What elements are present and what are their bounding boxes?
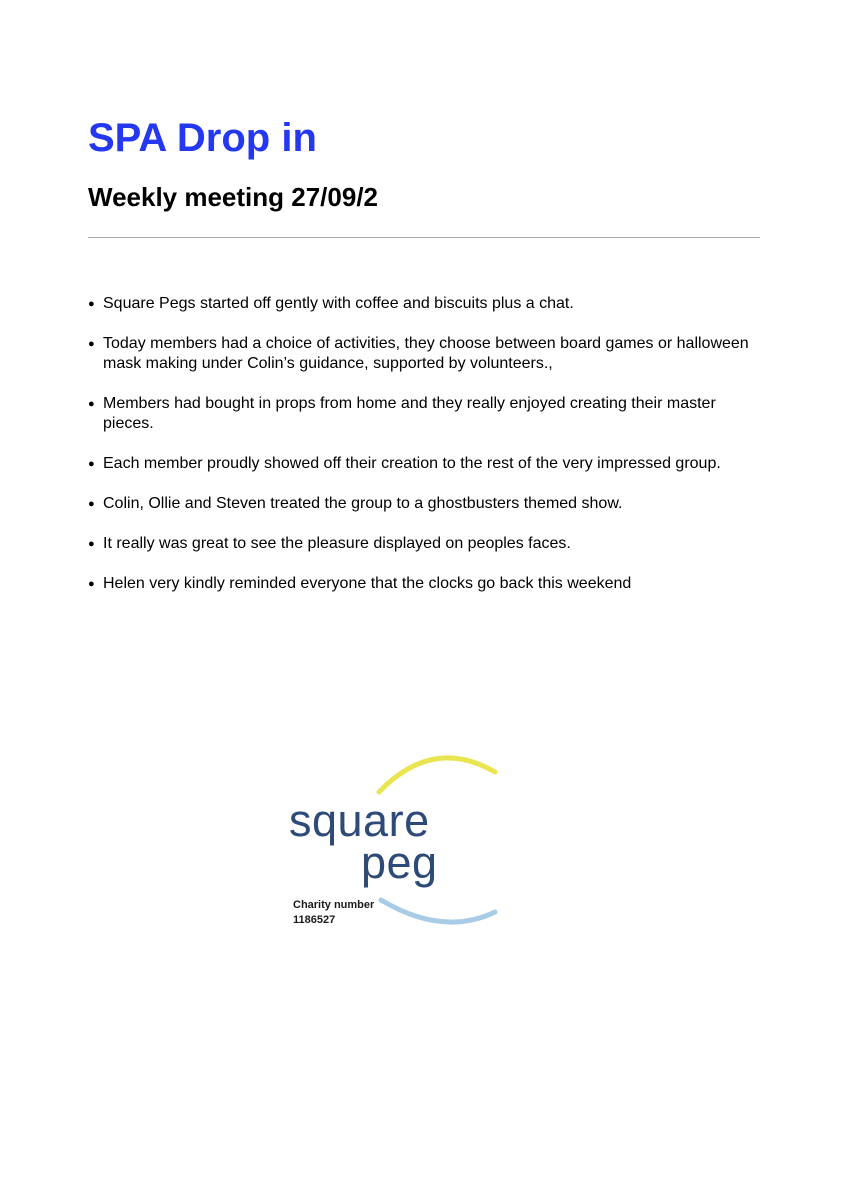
logo-arc-bottom <box>381 900 495 922</box>
list-item-text: Each member proudly showed off their creation to the rest of the very impressed group. <box>103 455 721 472</box>
list-item-text: Helen very kindly reminded everyone that the clocks go back this weekend <box>103 575 632 592</box>
list-item <box>88 394 768 434</box>
list-item-text: Today members had a choice of activities, they choose between board games or halloween mask making under Colin’s guidance, supported by volunteers., <box>103 335 749 372</box>
meeting-notes-list <box>88 294 768 614</box>
list-item-text: Colin, Ollie and Steven treated the group to a ghostbusters themed show. <box>103 495 623 512</box>
list-item <box>88 454 768 474</box>
list-item <box>88 334 768 374</box>
bullet-icon: ● <box>88 298 95 310</box>
list-item-text: It really was great to see the pleasure displayed on peoples faces. <box>103 535 571 552</box>
list-item <box>88 494 768 514</box>
charity-label: Charity number <box>293 899 375 911</box>
page-title: SPA Drop in <box>88 116 317 160</box>
logo-arc-top <box>379 758 495 792</box>
bullet-icon: ● <box>88 398 95 410</box>
bullet-icon: ● <box>88 458 95 470</box>
logo-word-peg: peg <box>361 837 438 888</box>
bullet-icon: ● <box>88 498 95 510</box>
page-subtitle: Weekly meeting 27/09/2 <box>88 182 379 212</box>
list-item <box>88 534 768 554</box>
list-item-text: Members had bought in props from home and they really enjoyed creating their master pieces. <box>103 395 716 432</box>
logo-word-square: square <box>289 795 430 846</box>
charity-number: 1186527 <box>293 914 336 926</box>
list-item <box>88 574 768 594</box>
square-peg-logo <box>283 752 499 932</box>
list-item-text: Square Pegs started off gently with coffee and biscuits plus a chat. <box>103 295 574 312</box>
list-item <box>88 294 768 314</box>
bullet-icon: ● <box>88 338 95 350</box>
bullet-icon: ● <box>88 578 95 590</box>
bullet-icon: ● <box>88 538 95 550</box>
header-divider <box>88 237 760 238</box>
